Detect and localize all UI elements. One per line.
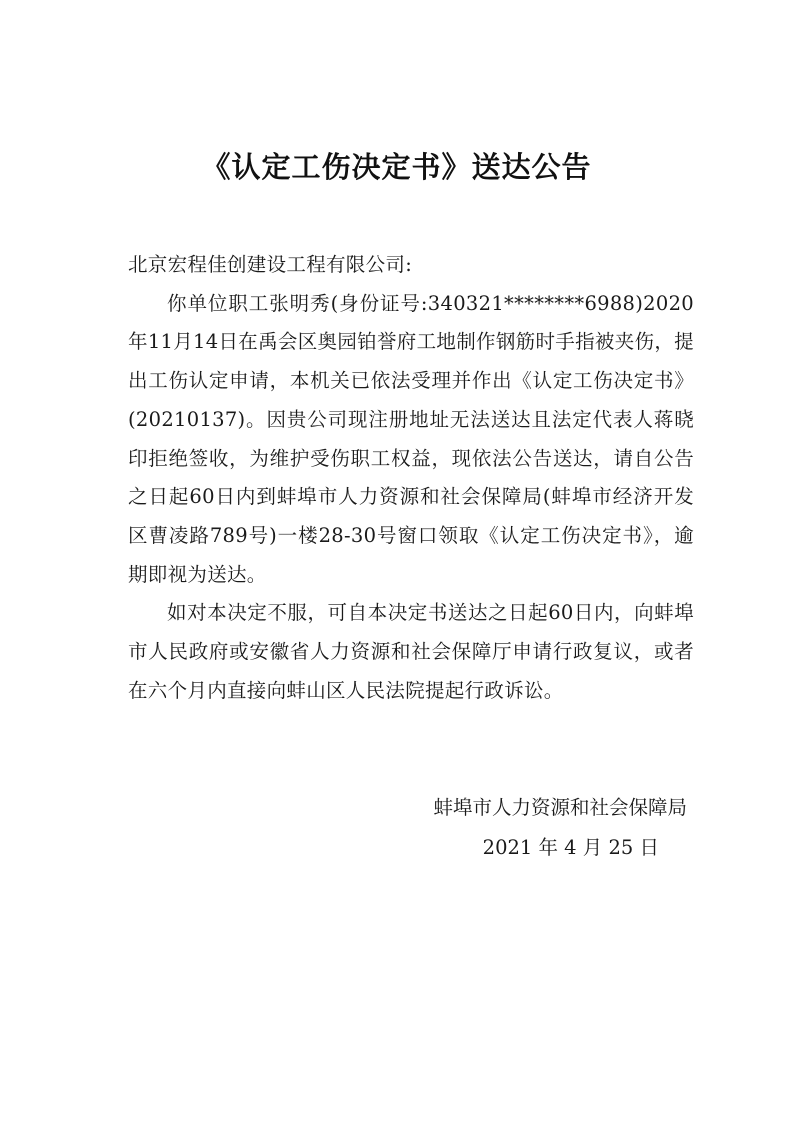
salutation: 北京宏程佳创建设工程有限公司: [128, 253, 413, 276]
signature-organization: 蚌埠市人力资源和社会保障局 [433, 796, 687, 819]
signature-block [433, 788, 687, 868]
paragraph-appeal: 如对本决定不服，可自本决定书送达之日起60日内，向蚌埠市人民政府或安徽省人力资源和社会保障厅申请行政复议，或者在六个月内直接向蚌山区人民法院提起行政诉讼。 [128, 601, 694, 702]
document-body [128, 246, 694, 710]
signature-date: 2021 年 4 月 25 日 [482, 836, 659, 859]
paragraph-notice: 你单位职工张明秀(身份证号:340321********6988)2020年11月14日在禹会区奥园铂誉府工地制作钢筋时手指被夹伤，提出工伤认定申请，本机关已依法受理并作出《认定工伤决定书》(20210137)。因贵公司现注册地址无法送达且法定代表人蒋晓印拒绝签收，为维护受伤职工权益，现依法公告送达，请自公告之日起60日内到蚌埠市人力资源和社会保障局(蚌埠市经济开发区曹凌路789号)一楼28-30号窗口领取《认定工伤决定书》，逾期即视为送达。 [128, 291, 694, 586]
document-title: 《认定工伤决定书》送达公告 [201, 150, 592, 184]
